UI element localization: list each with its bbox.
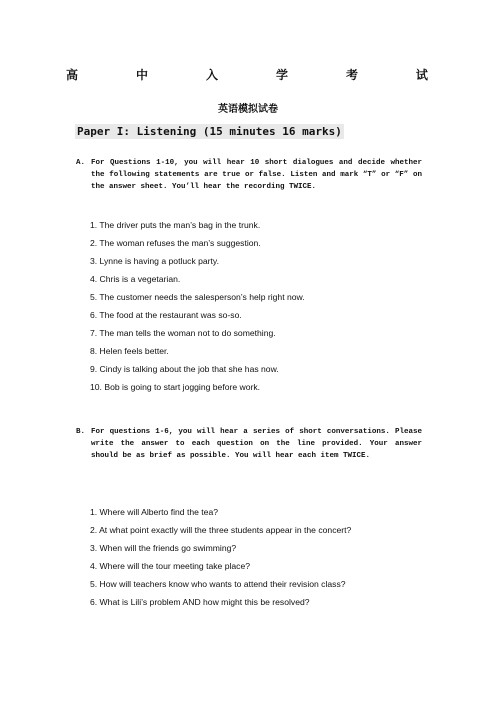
question-item: 7. The man tells the woman not to do something. — [90, 328, 276, 338]
question-item: 8. Helen feels better. — [90, 346, 169, 356]
title-char: 入 — [205, 68, 218, 82]
section-b-question-list — [90, 503, 351, 611]
instruction-text: For Questions 1-10, you will hear 10 short dialogues and decide whether the following statements are true or false. Listen and mark “T” or “F” on the answer sheet. You’ll hear the recording TWICE. — [91, 159, 422, 191]
question-item: 1. The driver puts the man’s bag in the trunk. — [90, 220, 261, 230]
section-b — [76, 426, 422, 462]
instruction-text: For questions 1-6, you will hear a series of short conversations. Please write the answer to each question on the line provided. Your answer should be as brief as possible. You will hear each item TWICE. — [91, 428, 422, 460]
section-a-question-list — [90, 216, 305, 396]
title-char: 高 — [66, 68, 79, 82]
question-item: 4. Chris is a vegetarian. — [90, 274, 181, 284]
section-letter: A. — [76, 159, 86, 167]
section-b-instructions — [76, 426, 422, 462]
title-char: 学 — [275, 68, 288, 82]
question-item: 4. Where will the tour meeting take place? — [90, 561, 251, 571]
question-item: 9. Cindy is talking about the job that she has now. — [90, 364, 279, 374]
page-title — [66, 66, 428, 83]
paper-heading: Paper I: Listening (15 minutes 16 marks) — [77, 125, 342, 138]
page-subtitle: 英语模拟试卷 — [218, 104, 278, 115]
question-item: 6. The food at the restaurant was so-so. — [90, 310, 242, 320]
question-item: 2. The woman refuses the man’s suggestion. — [90, 238, 261, 248]
question-item: 6. What is Lili’s problem AND how might this be resolved? — [90, 597, 310, 607]
question-item: 5. How will teachers know who wants to attend their revision class? — [90, 579, 346, 589]
section-a — [76, 157, 422, 193]
question-item: 2. At what point exactly will the three students appear in the concert? — [90, 525, 352, 535]
title-char: 中 — [135, 68, 148, 82]
question-item: 3. When will the friends go swimming? — [90, 543, 237, 553]
title-char: 试 — [415, 68, 428, 82]
section-a-instructions — [76, 157, 422, 193]
question-item: 5. The customer needs the salesperson’s help right now. — [90, 292, 305, 302]
section-letter: B. — [76, 428, 86, 436]
question-item: 1. Where will Alberto find the tea? — [90, 507, 219, 517]
title-char: 考 — [345, 68, 358, 82]
question-item: 3. Lynne is having a potluck party. — [90, 256, 219, 266]
question-item: 10. Bob is going to start jogging before work. — [90, 382, 261, 392]
